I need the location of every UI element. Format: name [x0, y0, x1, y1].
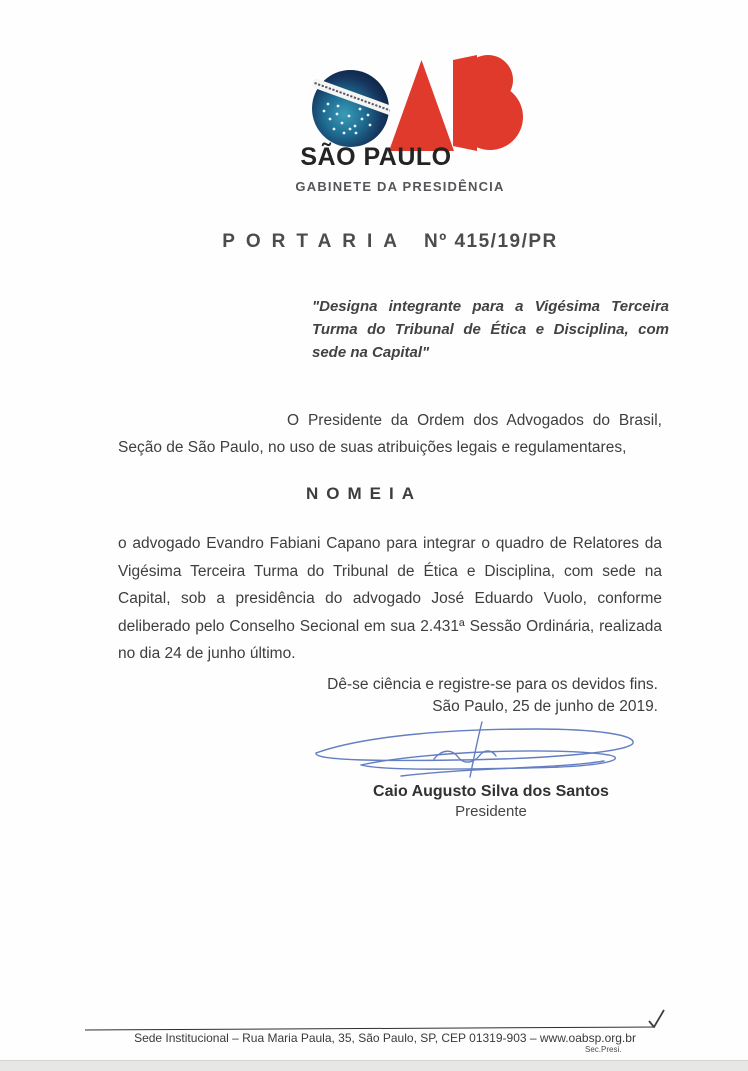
signature-scribble-icon	[306, 719, 644, 781]
signatory-name: Caio Augusto Silva dos Santos	[373, 783, 609, 800]
preamble-paragraph: O Presidente da Ordem dos Advogados do Brasil, Seção de São Paulo, no uso de suas atribuições legais e regulamentares,	[118, 412, 662, 456]
body-paragraph: o advogado Evandro Fabiani Capano para integrar o quadro de Relatores da Vigésima Terceira Turma do Tribunal de Ética e Disciplina, com sede na Capital, sob a presidência do advogado José Eduardo Vuolo, conforme deliberado pelo Conselho Secional em sua 2.431ª Sessão Ordinária, realizada no dia 24 de junho último.	[118, 535, 662, 662]
oab-letter-b-icon	[451, 55, 523, 151]
checkmark-icon	[648, 1009, 665, 1028]
bottom-edge-band	[0, 1060, 748, 1071]
closing-block	[258, 674, 658, 718]
logo-city-label: SÃO PAULO	[300, 143, 452, 171]
closing-date-line: São Paulo, 25 de junho de 2019.	[432, 698, 658, 715]
oab-globe-icon	[311, 69, 390, 148]
office-label: GABINETE DA PRESIDÊNCIA	[295, 179, 505, 194]
document-title	[118, 231, 662, 253]
oab-letter-a-icon	[389, 60, 454, 151]
footer-divider	[85, 1027, 655, 1031]
document-title-number: Nº 415/19/PR	[424, 231, 558, 252]
closing-order-line: Dê-se ciência e registre-se para os devidos fins.	[327, 676, 658, 693]
footer-address: Sede Institucional – Rua Maria Paula, 35, São Paulo, SP, CEP 01319-903 – www.oabsp.org.br	[134, 1031, 636, 1045]
signatory-block	[330, 783, 652, 820]
signatory-role: Presidente	[455, 803, 527, 820]
document-title-word: PORTARIA	[222, 231, 409, 252]
epigraph-quote: "Designa integrante para a Vigésima Terceira Turma do Tribunal de Ética e Disciplina, com sede na Capital"	[312, 298, 669, 361]
footer-stamp: Sec.Presi.	[585, 1045, 622, 1054]
decree-word: NOMEIA	[306, 484, 422, 503]
